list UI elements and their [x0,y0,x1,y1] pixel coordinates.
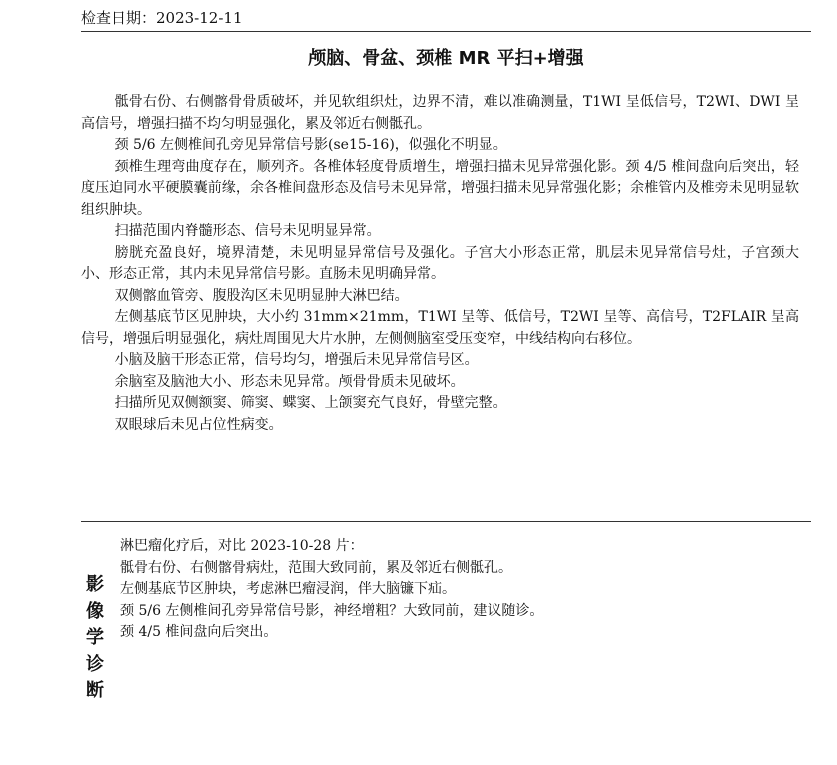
finding-paragraph: 余脑室及脑池大小、形态未见异常。颅骨骨质未见破坏。 [114,373,465,390]
diagnosis-line: 左侧基底节区肿块，考虑淋巴瘤浸润，伴大脑镰下疝。 [120,581,456,597]
finding-paragraph: 双侧髂血管旁、腹股沟区未见明显肿大淋巴结。 [114,287,409,304]
diagnosis-line: 颈 5/6 左侧椎间孔旁异常信号影，神经增粗？大致同前，建议随诊。 [120,602,544,619]
exam-date: 检查日期：2023-12-11 [81,9,243,27]
diagnosis-line: 颈 4/5 椎间盘向后突出。 [120,624,278,640]
finding-paragraph: 骶骨右份、右侧髂骨骨质破坏，并见软组织灶，边界不清，难以准确测量，T1WI 呈低信号，T2WI、DWI 呈高信号，增强扫描不均匀明显强化，累及邻近右侧骶孔。 [81,94,799,132]
report-title: 颅脑、骨盆、颈椎 MR 平扫+增强 [308,48,584,69]
diagnosis-label-char: 学 [86,627,104,648]
finding-paragraph: 扫描范围内脊髓形态、信号未见明显异常。 [114,223,381,239]
diagnosis-label-char: 影 [86,574,104,595]
finding-paragraph: 双眼球后未见占位性病变。 [114,416,283,433]
diagnosis-label-char: 诊 [86,653,104,675]
diagnosis-divider [81,521,811,522]
findings-section [81,92,799,436]
finding-paragraph: 颈 5/6 左侧椎间孔旁见异常信号影(se15-16)，似强化不明显。 [114,137,507,153]
diagnosis-line: 淋巴瘤化疗后，对比 2023-10-28 片： [120,538,364,554]
diagnosis-label-char: 断 [86,680,104,701]
diagnosis-label [84,572,106,705]
finding-paragraph: 左侧基底节区见肿块，大小约 31mm×21mm，T1WI 呈等、低信号，T2WI 呈等、高信号，T2FLAIR 呈高信号，增强后明显强化，病灶周围见大片水肿，左侧侧脑室受压变窄，中线结构向右移位。 [81,309,799,347]
finding-paragraph: 颈椎生理弯曲度存在，顺列齐。各椎体轻度骨质增生，增强扫描未见异常强化影。颈 4/5 椎间盘向后突出，轻度压迫同水平硬膜囊前缘，余各椎间盘形态及信号未见异常，增强扫描未见异常强化影；余椎管内及椎旁未见明显软组织肿块。 [81,158,799,218]
diagnosis-label-char: 像 [86,600,104,622]
finding-paragraph: 膀胱充盈良好，境界清楚，未见明显异常信号及强化。子宫大小形态正常，肌层未见异常信号灶，子宫颈大小、形态正常，其内未见异常信号影。直肠未见明确异常。 [81,244,799,282]
diagnosis-line: 骶骨右份、右侧髂骨病灶，范围大致同前，累及邻近右侧骶孔。 [120,559,512,576]
diagnosis-section [120,536,800,644]
header-divider [81,31,811,32]
finding-paragraph: 扫描所见双侧额窦、筛窦、蝶窦、上颌窦充气良好，骨壁完整。 [114,395,507,411]
finding-paragraph: 小脑及脑干形态正常，信号均匀，增强后未见异常信号区。 [114,352,479,368]
